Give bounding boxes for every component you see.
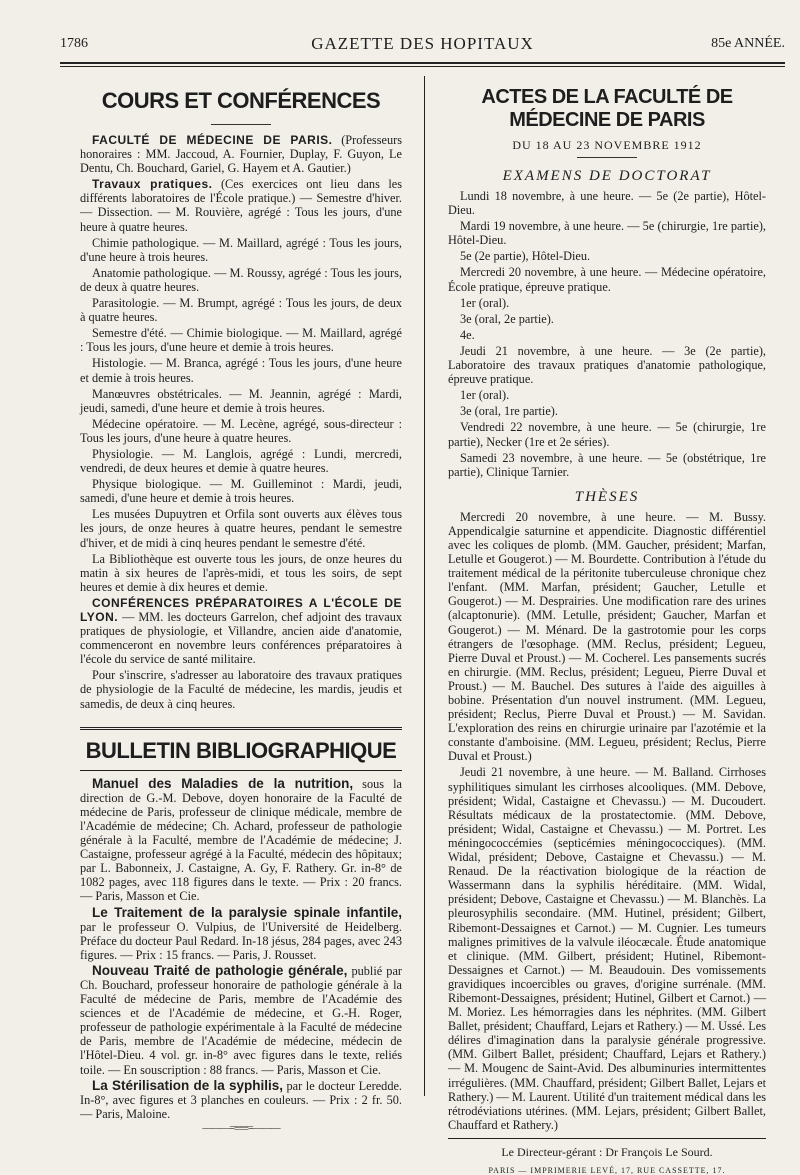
column-divider	[424, 76, 425, 1096]
paragraph	[80, 964, 402, 1077]
footer-rule	[448, 1138, 766, 1139]
paragraph-text: (Professeurs honoraires : MM. Jaccoud, A. Fournier, Duplay, F. Guyon, Le Dentu, Ch. Bouchard, Gariel, G. Hayem et A. Gautier.)	[80, 133, 402, 176]
journal-title: GAZETTE DES HOPITAUX	[311, 34, 534, 53]
paragraph	[80, 507, 402, 549]
paragraph-lead: Nouveau Traité de pathologie générale,	[92, 962, 348, 978]
paragraph-text: La Bibliothèque est ouverte tous les jours, de onze heures du matin à six heures de l'après-midi, et tous les soirs, de sept heures et demie à dix heures et demie.	[80, 551, 402, 594]
cours-title: COURS ET CONFÉRENCES	[101, 88, 381, 113]
paragraph: Jeudi 21 novembre, à une heure. — 3e (2e partie), Laboratoire des travaux pratiques d'anatomie pathologique, épreuve pratique.	[448, 343, 766, 387]
paragraph-lead: Le Traitement de la paralysie spinale infantile,	[92, 904, 402, 920]
bulletin-frame	[80, 727, 402, 771]
paragraph: Mercredi 20 novembre, à une heure. — Médecine opératoire, École pratique, épreuve pratique.	[448, 265, 766, 294]
paragraph-text: sous la direction de G.-M. Debove, doyen honoraire de la Faculté de médecine de Paris, professeur de clinique médicale, membre de l'Académie de médecine; Ch. Achard, professeur de pathologie générale à la Faculté, membre de l'Académie de médecine; J. Castaigne, professeur agrégé à la Faculté, médecin des hôpitaux; par L. Babonneix, J. Castaigne, A. Gy, F. Rathery. Gr. in-8° de 1082 pages, avec 118 figures dans le texte. — Prix : 20 francs. — Paris, Masson et Cie.	[80, 776, 402, 904]
paragraph-text: Parasitologie. — M. Brumpt, agrégé : Tous les jours, de deux à quatre heures.	[80, 296, 402, 325]
cours-body	[80, 133, 402, 711]
paragraph	[80, 1079, 402, 1121]
paragraph: 3e (oral, 1re partie).	[460, 404, 558, 419]
paragraph-text: par le docteur Leredde. In-8°, avec figures et 3 planches en couleurs. — Prix : 2 fr. 50. — Paris, Maloine.	[80, 1078, 402, 1121]
paragraph-text: publié par Ch. Bouchard, professeur honoraire de pathologie générale à la Faculté de médecine de Paris, membre de l'Académie des sciences et de l'Académie de médecine, et G.-H. Roger, professeur de pathologie expérimentale à la Faculté de médecine de Paris, membre de l'Académie de médecine, médecin de l'Hôtel-Dieu. 4 vol. gr. in-8° avec figures dans le texte, reliés toile. — En souscription : 88 francs. — Paris, Masson et Cie.	[80, 963, 402, 1077]
paragraph: Lundi 18 novembre, à une heure. — 5e (2e partie), Hôtel-Dieu.	[448, 189, 766, 218]
paragraph	[80, 387, 402, 415]
paragraph	[80, 326, 402, 354]
paragraph: 4e.	[460, 327, 475, 342]
paragraph-text: Pour s'inscrire, s'adresser au laboratoire des travaux pratiques de physiologie de la Faculté de médecine, les mardis, jeudis et samedis, de deux à cinq heures.	[80, 668, 402, 711]
year-label: 85e ANNÉE.	[711, 36, 785, 51]
paragraph-text: Histologie. — M. Branca, agrégé : Tous les jours, d'une heure et demie à trois heures.	[80, 356, 402, 385]
paragraph	[80, 266, 402, 294]
paragraph: 5e (2e partie), Hôtel-Dieu.	[460, 249, 591, 264]
paragraph-text: Chimie pathologique. — M. Maillard, agrégé : Tous les jours, d'une heure à trois heures.	[80, 235, 402, 264]
paragraph-lead: CONFÉRENCES PRÉPARATOIRES A L'ÉCOLE DE LYON.	[80, 595, 402, 624]
bulletin-body	[80, 777, 402, 1121]
header-rule-thick	[60, 62, 785, 64]
paragraph	[80, 777, 402, 904]
paragraph	[80, 906, 402, 962]
right-column	[448, 68, 766, 1175]
paragraph-lead: FACULTÉ DE MÉDECINE DE PARIS.	[92, 133, 333, 147]
examens-body	[448, 189, 766, 479]
paragraph	[80, 668, 402, 710]
paragraph: Vendredi 22 novembre, à une heure. — 5e (chirurgie, 1re partie), Necker (1re et 2e séries).	[448, 420, 766, 449]
paragraph	[80, 596, 402, 666]
paragraph: Mercredi 20 novembre, à une heure. — M. Bussy. Appendicalgie saturnine et appendicite. Diagnostic différentiel avec les coliques de plomb. (MM. Gaucher, président; Marfan, Letulle et Gougerot.) — M. Bourdette. Contribution à l'étude du traitement médical de la péritonite tuberculeuse chronique chez l'enfant. (MM. Marfan, président; Gaucher, Letulle et Gougerot.) — M. Desprairies. Une modification rare des urines (alcaptonurie). (MM. Letulle, président; Gaucher, Marfan et Gougerot.) — M. Ménard. De la gastrotomie pour les corps étrangers de l'œsophage. (MM. Reclus, président; Legueu, Pierre Duval et Proust.) — M. Cocherel. Les pansements sucrés en chirurgie. (MM. Reclus, président; Legueu, Pierre Duval et Proust.) — M. Bauchel. Des sutures à l'aide des aiguilles à bobine. Présentation d'un nouvel instrument. (MM. Legueu, président; Reclus, Pierre Duval et Proust.) — M. Savidan. L'exploration des reins en chirurgie urinaire par l'azotémie et la constante d'amboisine. (MM. Legueu, président; Reclus, Pierre Duval et Proust.)	[448, 509, 766, 764]
page-number: 1786	[60, 36, 88, 51]
paragraph	[80, 447, 402, 475]
paragraph-text: Manœuvres obstétricales. — M. Jeannin, agrégé : Mardi, jeudi, samedi, d'une heure et demie à trois heures.	[80, 386, 402, 415]
header-rule-thin	[60, 66, 785, 67]
paragraph-text: Physique biologique. — M. Guilleminot : Mardi, jeudi, samedi, d'une heure et demie à trois heures.	[80, 477, 402, 506]
cours-rule	[211, 124, 271, 125]
paragraph: 1er (oral).	[460, 388, 510, 403]
director-line: Le Directeur-gérant : Dr François Le Sourd.	[501, 1144, 713, 1159]
paragraph-text: Anatomie pathologique. — M. Roussy, agrégé : Tous les jours, de deux à quatre heures.	[80, 265, 402, 294]
paragraph	[80, 552, 402, 594]
paragraph-text: Les musées Dupuytren et Orfila sont ouverts aux élèves tous les jours, de onze heures à quatre heures, pendant le semestre d'hiver, et de midi à cinq heures pendant le semestre d'été.	[80, 507, 402, 550]
paragraph-lead: Manuel des Maladies de la nutrition,	[92, 775, 354, 791]
paragraph-text: Semestre d'été. — Chimie biologique. — M. Maillard, agrégé : Tous les jours, d'une heure et demie à trois heures.	[80, 326, 402, 355]
left-column	[80, 68, 402, 1134]
paragraph	[80, 177, 402, 233]
paragraph: Samedi 23 novembre, à une heure. — 5e (obstétrique, 1re partie), Clinique Tarnier.	[448, 450, 766, 479]
paragraph	[80, 356, 402, 384]
paragraph: Mardi 19 novembre, à une heure. — 5e (chirurgie, 1re partie), Hôtel-Dieu.	[448, 219, 766, 248]
actes-title: ACTES DE LA FACULTÉ DE MÉDECINE DE PARIS	[481, 86, 733, 131]
printer-line: PARIS — IMPRIMERIE LEVÉ, 17, RUE CASSETTE, 17.	[488, 1165, 726, 1175]
paragraph-text: Physiologie. — M. Langlois, agrégé : Lundi, mercredi, vendredi, de deux heures et demie à quatre heures.	[80, 446, 402, 476]
theses-title: THÈSES	[574, 488, 640, 505]
theses-body	[448, 510, 766, 1132]
actes-dates: DU 18 AU 23 NOVEMBRE 1912	[512, 138, 702, 152]
paragraph	[80, 477, 402, 505]
end-ornament: ———=≡≡≡=———	[202, 1122, 280, 1134]
paragraph: Jeudi 21 novembre, à une heure. — M. Balland. Cirrhoses syphilitiques simulant les cirrhoses alcooliques. (MM. Debove, président; Widal, Castaigne et Chevassu.) — M. Ducoudert. Résultats médicaux de la prostatectomie. (MM. Debove, président; Widal, Castaigne et Chevassu.) — M. Portret. Les méningococcémies (septicémies méningococciques). (MM. Widal, président; Debove, Castaigne et Chevassu.) — M. Renaud. De la réactivation biologique de la réaction de Wassermann dans la syphilis héréditaire. (MM. Widal, président; Debove, Castaigne et Chevassu.) — M. Blanchès. La pleurosyphilis secondaire. (MM. Hutinel, président; Gilbert, Ribemont-Dessaignes et Carnot.) — M. Cugnier. Les tumeurs malignes primitives de la valvule iléocæcale. Étude anatomique et clinique. (MM. Gilbert, président; Hutinel, Ribemont-Dessaignes et Carnot.) — M. Beaudouin. Des vomissements gravidiques incoercibles ou graves, d'origine surrénale. (MM. Ribemont-Dessaignes, président; Hutinel, Gilbert et Carnot.) — M. Moriez. Les hémorragies dans les néphrites. (MM. Gilbert Ballet, président; Chauffard, Lejars et Rathery.) — M. Ussé. Les délires d'imagination dans la paralysie générale progressive. (MM. Gilbert Ballet, président; Chauffard, Lejars et Rathery.) — M. Mougenc de Saint-Avid. Des albuminuries intermittentes irrégulières. (MM. Chauffard, président; Gilbert Ballet, Lejars et Rathery.) — M. Laurent. Utilité d'un traitement médical dans les rétrodéviations utérines. (MM. Lejars, président; Gilbert Ballet, Chauffard et Rathery.)	[448, 765, 766, 1132]
paragraph	[80, 417, 402, 445]
paragraph-lead: Travaux pratiques.	[92, 177, 213, 192]
paragraph	[80, 133, 402, 175]
paragraph-text: (Ces exercices ont lieu dans les différents laboratoires de l'École pratique.) — Semestre d'hiver. — Dissection. — M. Rouvière, agrégé : Tous les jours, d'une heure à quatre heures.	[80, 177, 403, 234]
paragraph: 3e (oral, 2e partie).	[460, 311, 554, 326]
paragraph	[80, 296, 402, 324]
paragraph: 1er (oral).	[460, 295, 510, 310]
paragraph-text: — MM. les docteurs Garrelon, chef adjoint des travaux pratiques de physiologie, et Villandre, ancien aide d'anatomie, commenceront en novembre leurs conférences préparatoires à l'école du service de santé militaire.	[80, 610, 402, 667]
paragraph-text: Médecine opératoire. — M. Lecène, agrégé, sous-directeur : Tous les jours, d'une heure à quatre heures.	[80, 416, 402, 445]
paragraph-lead: La Stérilisation de la syphilis,	[92, 1077, 283, 1093]
paragraph	[80, 236, 402, 264]
examens-title: EXAMENS DE DOCTORAT	[502, 168, 712, 184]
actes-rule	[577, 157, 637, 158]
paragraph-text: par le professeur O. Vulpius, de l'Université de Heidelberg. Préface du docteur Paul Redard. In-18 jésus, 284 pages, avec 243 figures. — Prix : 15 francs. — Paris, J. Rousset.	[80, 919, 403, 962]
page-header	[60, 36, 785, 58]
bulletin-title: BULLETIN BIBLIOGRAPHIQUE	[85, 737, 397, 763]
